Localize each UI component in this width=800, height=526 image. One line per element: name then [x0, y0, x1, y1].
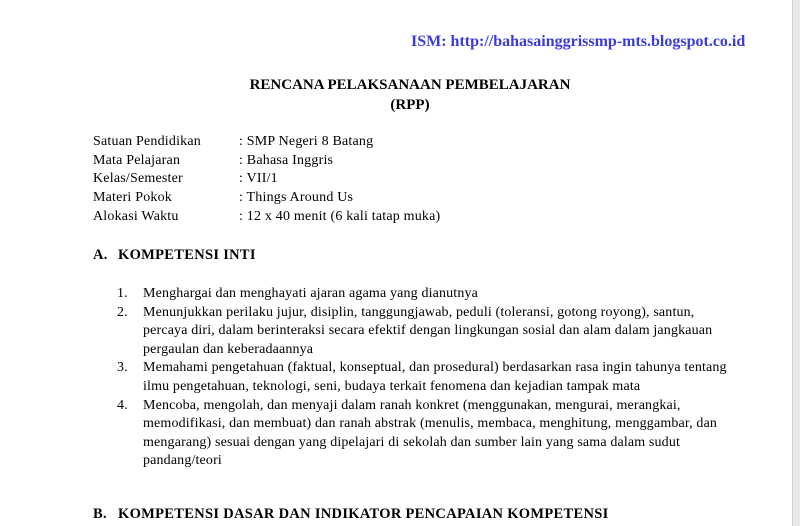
identity-label: Satuan Pendidikan — [93, 134, 201, 149]
identity-label: Materi Pokok — [93, 190, 173, 206]
section-b-heading — [93, 506, 609, 523]
list-text: Menunjukkan perilaku jujur, disiplin, tanggungjawab, peduli (toleransi, gotong royong), santun, percaya diri, dalam berinteraksi secara efektif dengan lingkungan sosial dan alam dalam jangkauan pergaulan dan keberadaannya — [143, 304, 713, 357]
identity-label: Kelas/Semester — [93, 171, 183, 187]
list-text: Menghargai dan menghayati ajaran agama yang dianutnya — [143, 286, 479, 301]
scrollbar[interactable] — [793, 0, 800, 526]
list-item — [117, 359, 737, 396]
list-item — [117, 285, 737, 304]
kompetensi-inti-list — [117, 285, 737, 471]
identity-value: : VII/1 — [239, 171, 278, 187]
list-number: 2. — [117, 304, 128, 320]
identity-label: Alokasi Waktu — [93, 208, 179, 224]
section-letter: B. — [93, 506, 107, 522]
list-number: 3. — [117, 360, 128, 376]
identity-row — [93, 134, 440, 153]
identity-row — [93, 171, 440, 190]
document-subtitle: (RPP) — [390, 97, 430, 113]
section-title: KOMPETENSI DASAR DAN INDIKATOR PENCAPAIAN KOMPETENSI — [118, 506, 609, 522]
list-item — [117, 304, 737, 360]
identity-row — [93, 209, 440, 228]
list-number: 1. — [117, 286, 128, 301]
list-text: Memahami pengetahuan (faktual, konseptual, dan prosedural) berdasarkan rasa ingin tahunya tentang ilmu pengetahuan, teknologi, seni, budaya terkait fenomena dan kejadian tampak mata — [143, 360, 727, 394]
section-a-heading — [93, 247, 256, 264]
identity-block — [93, 134, 440, 227]
list-item — [117, 397, 737, 471]
identity-row — [93, 190, 440, 209]
watermark-url: ISM: http://bahasainggrissmp-mts.blogspot.co.id — [411, 33, 746, 50]
list-text: Mencoba, mengolah, dan menyaji dalam ranah konkret (menggunakan, mengurai, merangkai, memodifikasi, dan membuat) dan ranah abstrak (menulis, membaca, menghitung, menggambar, dan mengarang) sesuai dengan yang dipelajari di sekolah dan sumber lain yang sama dalam sudut pandang/teori — [143, 397, 718, 469]
list-number: 4. — [117, 397, 128, 413]
identity-value: : 12 x 40 menit (6 kali tatap muka) — [239, 208, 441, 224]
identity-value: : SMP Negeri 8 Batang — [239, 134, 374, 149]
identity-value: : Things Around Us — [239, 190, 354, 206]
section-title: KOMPETENSI INTI — [118, 247, 256, 263]
identity-value: : Bahasa Inggris — [239, 152, 334, 168]
section-letter: A. — [93, 247, 108, 263]
identity-row — [93, 153, 440, 172]
document-title: RENCANA PELAKSANAAN PEMBELAJARAN — [249, 77, 571, 93]
identity-label: Mata Pelajaran — [93, 152, 181, 168]
